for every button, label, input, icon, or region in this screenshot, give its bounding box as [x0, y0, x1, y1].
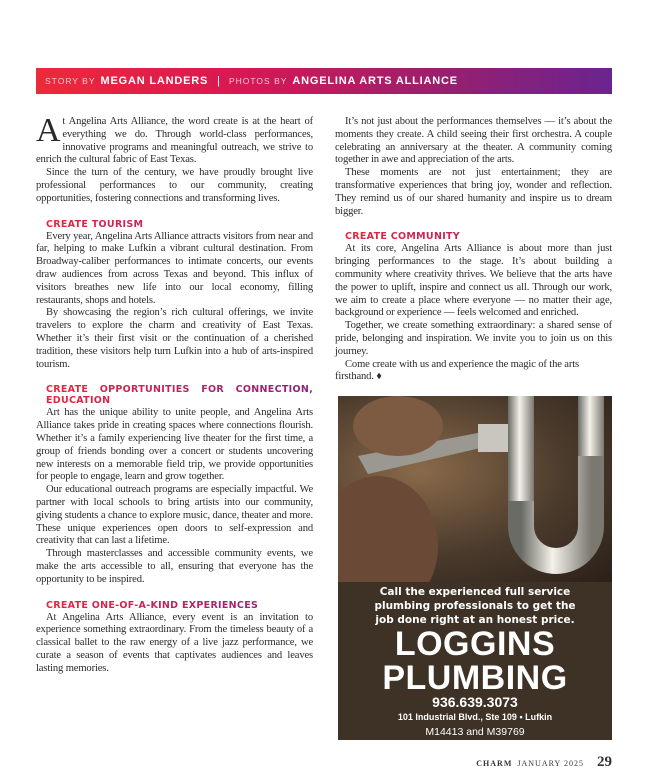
- photographer-name: ANGELINA ARTS ALLIANCE: [292, 75, 458, 87]
- magazine-name: CHARM: [476, 759, 513, 768]
- paragraph: It’s not just about the performances themselves — it’s about the moments they create. A child seeing their first orchestra. A couple celebrating an anniversary at the theater. A community coming together in awe and appreciation of the arts.: [335, 116, 612, 166]
- section-heading: CREATE ONE-OF-A-KIND EXPERIENCES: [46, 600, 313, 611]
- ad-phone[interactable]: 936.639.3073: [432, 694, 518, 711]
- photos-label: PHOTOS BY: [228, 76, 288, 86]
- pipe-wrench-illustration: [338, 396, 612, 582]
- paragraph: By showcasing the region’s rich cultural offerings, we invite travelers to explore the charm and creativity of East Texas. Whether it’s their first visit or the continuation of a cherished tradition, these visitors help turn Lufkin into a hub of arts-inspired tourism.: [36, 307, 313, 370]
- ad-license: M14413 and M39769: [425, 726, 525, 739]
- paragraph: Every year, Angelina Arts Alliance attracts visitors from near and far, helping to make Lufkin a vibrant cultural destination. From Broadway-caliber performances to intimate concerts, our events draw audiences from across Texas and beyond. This influx of visitors breathes new life into our local economy, filling restaurants, shops and hotels.: [36, 230, 313, 306]
- article-column-right: [335, 116, 612, 740]
- business-name-line1: LOGGINS: [394, 625, 556, 664]
- paragraph: Through masterclasses and accessible community events, we make the arts accessible to all, ensuring that everyone has the opportunity to be inspired.: [36, 548, 313, 585]
- ad-copy: [338, 585, 612, 740]
- plumber-photo: [338, 396, 612, 582]
- section-heading: CREATE OPPORTUNITIES FOR CONNECTION, EDUCATION: [46, 384, 313, 407]
- ad-address: 101 Industrial Blvd., Ste 109 • Lufkin: [397, 712, 553, 723]
- paragraph: Art has the unique ability to unite people, and Angelina Arts Alliance takes pride in creating spaces where connections flourish. Whether it’s a family experiencing live theater for the first time, a group of friends bonding over a concert or students uncovering new interests on a memorable field trip, we provide opportunities for people to engage, learn and grow together.: [36, 407, 313, 483]
- author-name: MEGAN LANDERS: [100, 75, 209, 87]
- paragraph: Our educational outreach programs are especially impactful. We partner with local schools to bring artists into our community, giving students a chance to explore music, dance, theater and more. These unique experiences open doors to self-expression and creativity that can last a lifetime.: [36, 484, 313, 547]
- ad-tagline: Call the experienced full service plumbing professionals to get the job done right at an honest price.: [374, 586, 576, 627]
- paragraph: At its core, Angelina Arts Alliance is about more than just bringing performances to the stage. It’s about building a community where creativity thrives. We believe that the arts have the power to uplift, inspire and connect us all. Through our work, we aim to create a place where everyone — no matter their age, background or experience — feels welcomed and enriched.: [335, 243, 612, 319]
- byline-banner: [36, 68, 612, 94]
- story-label: STORY BY: [45, 76, 96, 86]
- issue-date: JANUARY 2025: [517, 759, 584, 768]
- paragraph: At Angelina Arts Alliance, every event is an invitation to experience something extraordinary. From the timeless beauty of a classical ballet to the raw energy of a live jazz performance, we curate a season of events that captivates audiences and leaves lasting memories.: [36, 611, 313, 674]
- plumbing-advertisement[interactable]: [338, 396, 612, 740]
- section-heading: CREATE COMMUNITY: [345, 231, 612, 242]
- page-number: 29: [597, 754, 612, 770]
- intro-paragraph: [36, 112, 313, 167]
- page-footer: [476, 754, 612, 771]
- intro-text: t Angelina Arts Alliance, the word create is at the heart of everything we do. Through world-class performances, innovative programs and meaningful outreach, we strive to enrich the cultural fabric of East Texas.: [36, 116, 313, 166]
- article-column-left: [36, 112, 313, 675]
- closing-text: Come create with us and experience the magic of the arts firsthand.: [335, 358, 579, 383]
- section-heading: CREATE TOURISM: [46, 219, 313, 230]
- paragraph: These moments are not just entertainment; they are transformative experiences that bring joy, wonder and reflection. They remind us of our shared humanity and inspire us to dream bigger.: [335, 167, 612, 217]
- paragraph: Together, we create something extraordinary: a shared sense of pride, belonging and inspiration. We invite you to join us on this journey.: [335, 320, 612, 357]
- drop-cap: A: [36, 112, 61, 149]
- end-mark-icon: ♦: [376, 371, 382, 383]
- paragraph: [335, 359, 612, 385]
- business-name-line2: PLUMBING: [382, 659, 568, 698]
- byline-separator: |: [217, 75, 220, 87]
- paragraph: Since the turn of the century, we have proudly brought live professional performances to our community, creating opportunities, fostering connections and transforming lives.: [36, 167, 313, 204]
